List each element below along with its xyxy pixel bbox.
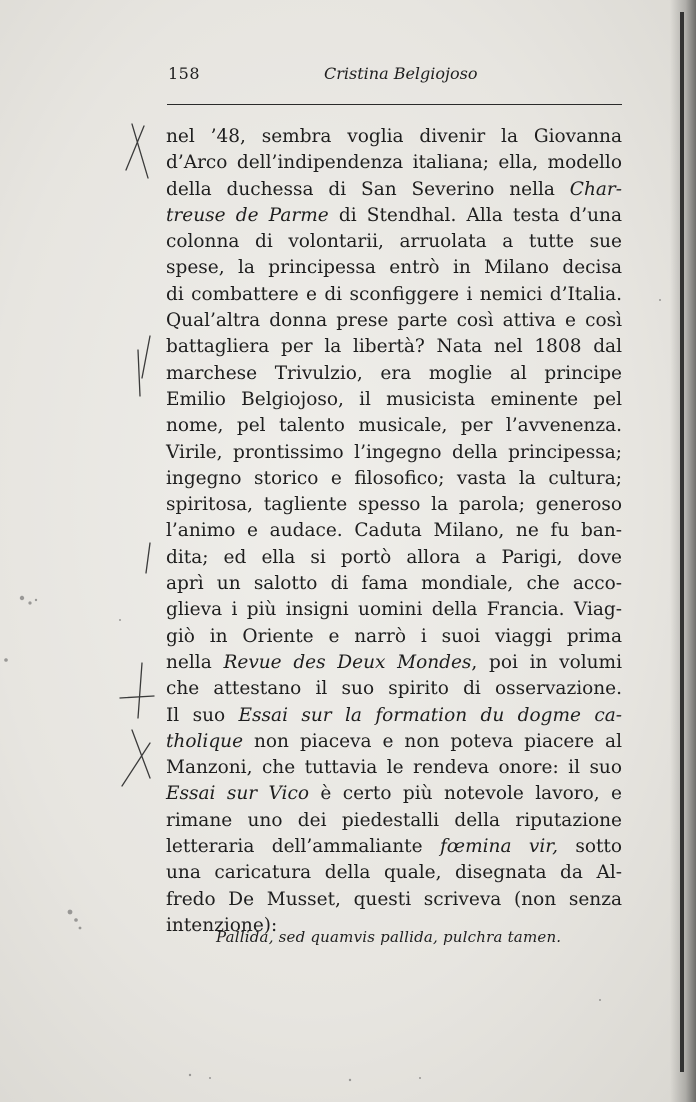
pencil-marginalia (110, 118, 170, 798)
text-segment: d’Arco dell’indipendenza italiana; ella, modello (166, 152, 622, 174)
text-line (166, 781, 622, 807)
text-segment: dita; ed ella si portò allora a Parigi, dove (166, 546, 622, 568)
text-segment: che attestano il suo spirito di osservazione. (166, 678, 622, 700)
text-segment: di combattere e di sconfiggere i nemici d’Italia. (166, 283, 622, 305)
text-segment: battagliera per la libertà? Nata nel 1808 dal (166, 336, 622, 358)
text-line (166, 361, 622, 387)
text-segment: della duchessa di San Severino nella (166, 178, 570, 200)
binding-shadow (670, 0, 696, 1102)
text-segment: rimane uno dei piedestalli della riputazione (166, 809, 622, 831)
italic-segment: Char- (569, 178, 622, 200)
text-segment: ingegno storico e filosofico; vasta la cultura; (166, 467, 622, 489)
text-segment: Il suo (166, 704, 239, 726)
text-segment: glieva i più insigni uomini della Francia. Viag- (166, 599, 622, 621)
page-number: 158 (168, 64, 201, 83)
text-line (166, 413, 622, 439)
running-title: Cristina Belgiojoso (324, 64, 478, 83)
text-line (166, 545, 622, 571)
text-line (166, 387, 622, 413)
text-segment: Emilio Belgiojoso, il musicista eminente pel (166, 388, 622, 410)
text-line (166, 308, 622, 334)
text-line (166, 571, 622, 597)
text-line (166, 282, 622, 308)
text-segment: letteraria dell’ammaliante (166, 836, 440, 858)
text-segment: spiritosa, tagliente spesso la parola; generoso (166, 494, 622, 516)
text-segment: nel ’48, sembra voglia divenir la Giovanna (166, 126, 622, 147)
verse-quote: Pallida, sed quamvis pallida, pulchra tamen. (216, 928, 562, 946)
running-head (168, 64, 620, 94)
text-line (166, 597, 622, 623)
text-line (166, 440, 622, 466)
text-line (166, 203, 622, 229)
text-segment: sotto (557, 836, 622, 858)
text-line (166, 518, 622, 544)
text-segment: di Stendhal. Alla testa d’una (328, 204, 622, 226)
text-segment: spese, la principessa entrò in Milano decisa (166, 257, 622, 279)
italic-segment: tholique (166, 730, 244, 752)
text-segment: , poi in volumi (471, 651, 623, 673)
italic-segment: Essai sur Vico (166, 783, 309, 805)
text-line (166, 124, 622, 150)
text-segment: nome, pel talento musicale, per l’avvenenza. (166, 415, 622, 437)
text-segment: giò in Oriente e narrò i suoi viaggi prima (166, 625, 622, 647)
text-line (166, 492, 622, 518)
text-line (166, 860, 622, 886)
italic-segment: Revue des Deux Mondes (223, 651, 472, 673)
body-text (166, 124, 622, 939)
text-segment: colonna di volontarii, arruolata a tutte sue (166, 231, 622, 253)
text-line (166, 255, 622, 281)
italic-segment: Essai sur la formation du dogme ca- (238, 704, 622, 726)
header-rule (167, 104, 622, 105)
text-line (166, 466, 622, 492)
text-line (166, 229, 622, 255)
text-segment: Virile, prontissimo l’ingegno della principessa; (166, 441, 622, 463)
text-segment: Qual’altra donna prese parte così attiva e così (166, 310, 622, 332)
text-segment: nella (166, 651, 224, 673)
text-segment: intenzione): (166, 914, 278, 936)
text-line (166, 150, 622, 176)
text-segment: l’animo e audace. Caduta Milano, ne fu ban- (166, 520, 622, 542)
text-segment: non piaceva e non poteva piacere al (243, 730, 622, 752)
text-line (166, 650, 622, 676)
italic-segment: treuse de Parme (166, 204, 329, 226)
text-segment: Manzoni, che tuttavia le rendeva onore: il suo (166, 757, 622, 779)
text-line (166, 887, 622, 913)
text-segment: fredo De Musset, questi scriveva (non senza (166, 888, 622, 910)
text-line (166, 834, 622, 860)
text-segment: aprì un salotto di fama mondiale, che acco- (166, 573, 622, 595)
text-line (166, 334, 622, 360)
text-line (166, 755, 622, 781)
text-segment: marchese Trivulzio, era moglie al principe (166, 362, 622, 384)
text-line (166, 703, 622, 729)
text-segment: è certo più notevole lavoro, e (308, 783, 622, 805)
italic-segment: fœmina vir, (439, 836, 558, 858)
text-segment: una caricatura della quale, disegnata da Al- (166, 862, 622, 884)
text-line (166, 676, 622, 702)
text-line (166, 624, 622, 650)
text-line (166, 177, 622, 203)
text-line (166, 729, 622, 755)
text-line (166, 808, 622, 834)
